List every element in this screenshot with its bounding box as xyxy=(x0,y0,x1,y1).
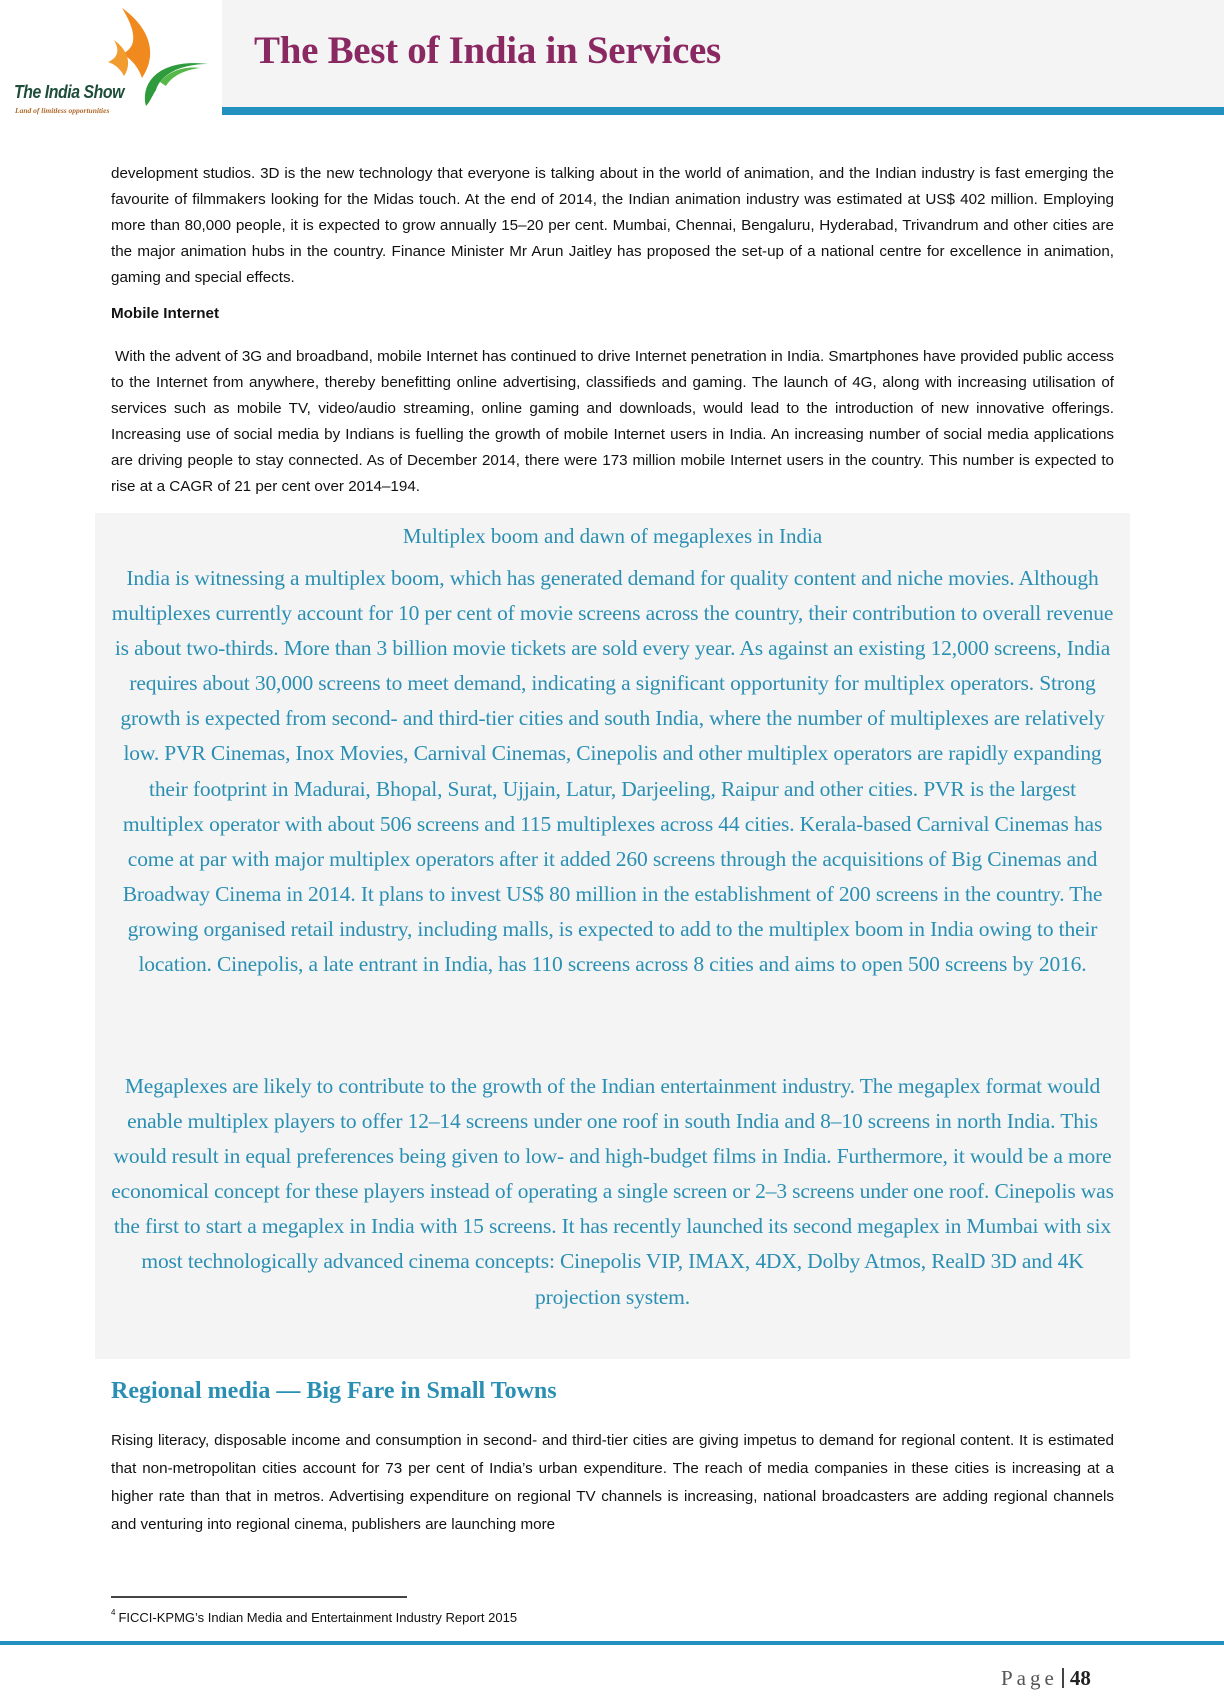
section-heading-regional-media: Regional media — Big Fare in Small Towns xyxy=(111,1378,557,1404)
page-separator xyxy=(1062,1668,1064,1688)
paragraph-mobile-internet: With the advent of 3G and broadband, mobile Internet has continued to drive Internet penetration in India. Smartphones have provided public access to the Internet from anywhere, thereby benefitting online advertising, classifieds and gaming. The launch of 4G, along with increasing utilisation of services such as mobile TV, video/audio streaming, online gaming and downloads, would lead to the introduction of new innovative offerings. Increasing use of social media by Indians is fuelling the growth of mobile Internet users in India. An increasing number of social media applications are driving people to stay connected. As of December 2014, there were 173 million mobile Internet users in the country. This number is expected to rise at a CAGR of 21 per cent over 2014–194. xyxy=(111,348,1114,495)
header-divider xyxy=(222,107,1224,115)
footnote-text: FICCI-KPMG’s Indian Media and Entertainment Industry Report 2015 xyxy=(118,1610,518,1625)
callout-title: Multiplex boom and dawn of megaplexes in India xyxy=(402,524,823,548)
logo-name: The India Show xyxy=(14,82,125,102)
footer-divider xyxy=(0,1641,1224,1645)
page-number xyxy=(1001,1666,1091,1691)
callout-paragraph-multiplex: India is witnessing a multiplex boom, which has generated demand for quality content and niche movies. Although multiplexes currently account for 10 per cent of movie screens across the country, their contribution to overall revenue is about two-thirds. More than 3 billion movie tickets are sold every year. As against an existing 12,000 screens, India requires about 30,000 screens to meet demand, indicating a significant opportunity for multiplex operators. Strong growth is expected from second- and third-tier cities and south India, where the number of multiplexes are relatively low. PVR Cinemas, Inox Movies, Carnival Cinemas, Cinepolis and other multiplex operators are rapidly expanding their footprint in Madurai, Bhopal, Surat, Ujjain, Latur, Darjeeling, Raipur and other cities. PVR is the largest multiplex operator with about 506 screens and 115 multiplexes across 44 cities. Kerala-based Carnival Cinemas has come at par with major multiplex operators after it added 260 screens through the acquisitions of Big Cinemas and Broadway Cinema in 2014. It plans to invest US$ 80 million in the establishment of 200 screens in the country. The growing organised retail industry, including malls, is expected to add to the multiplex boom in India owing to their location. Cinepolis, a late entrant in India, has 110 screens across 8 cities and aims to open 500 screens by 2016. xyxy=(111,566,1114,977)
page-title: The Best of India in Services xyxy=(254,29,721,72)
callout-box xyxy=(95,513,1130,1359)
callout-paragraph-megaplex: Megaplexes are likely to contribute to the growth of the Indian entertainment industry. The megaplex format would enable multiplex players to offer 12–14 screens under one roof in south India and 8–10 screens in north India. This would result in equal preferences being given to low- and high-budget films in India. Furthermore, it would be a more economical concept for these players instead of operating a single screen or 2–3 screens under one roof. Cinepolis was the first to start a megaplex in India with 15 screens. It has recently launched its second megaplex in Mumbai with six most technologically advanced cinema concepts: Cinepolis VIP, IMAX, 4DX, Dolby Atmos, RealD 3D and 4K projection system. xyxy=(111,1074,1114,1309)
footnote-divider xyxy=(111,1596,407,1598)
logo xyxy=(10,6,215,118)
logo-tagline: Land of limitless opportunities xyxy=(15,106,110,115)
page-number-value: 48 xyxy=(1069,1666,1091,1690)
page-label: Page xyxy=(1001,1666,1058,1690)
paragraph-animation: development studios. 3D is the new technology that everyone is talking about in the world of animation, and the Indian industry is fast emerging the favourite of filmmakers looking for the Midas touch. At the end of 2014, the Indian animation industry was estimated at US$ 402 million. Employing more than 80,000 people, it is expected to grow annually 15–20 per cent. Mumbai, Chennai, Bengaluru, Hyderabad, Trivandrum and other cities are the major animation hubs in the country. Finance Minister Mr Arun Jaitley has proposed the set-up of a national centre for excellence in animation, gaming and special effects. xyxy=(111,165,1114,286)
footnote xyxy=(111,1610,517,1625)
paragraph-regional-media: Rising literacy, disposable income and consumption in second- and third-tier cities are giving impetus to demand for regional content. It is estimated that non-metropolitan cities account for 73 per cent of India’s urban expenditure. The reach of media companies in these cities is increasing at a higher rate than that in metros. Advertising expenditure on regional TV channels is increasing, national broadcasters are adding regional channels and venturing into regional cinema, publishers are launching more xyxy=(111,1432,1114,1534)
subheading-mobile-internet: Mobile Internet xyxy=(111,305,220,322)
footnote-marker: 4 xyxy=(111,1608,116,1617)
